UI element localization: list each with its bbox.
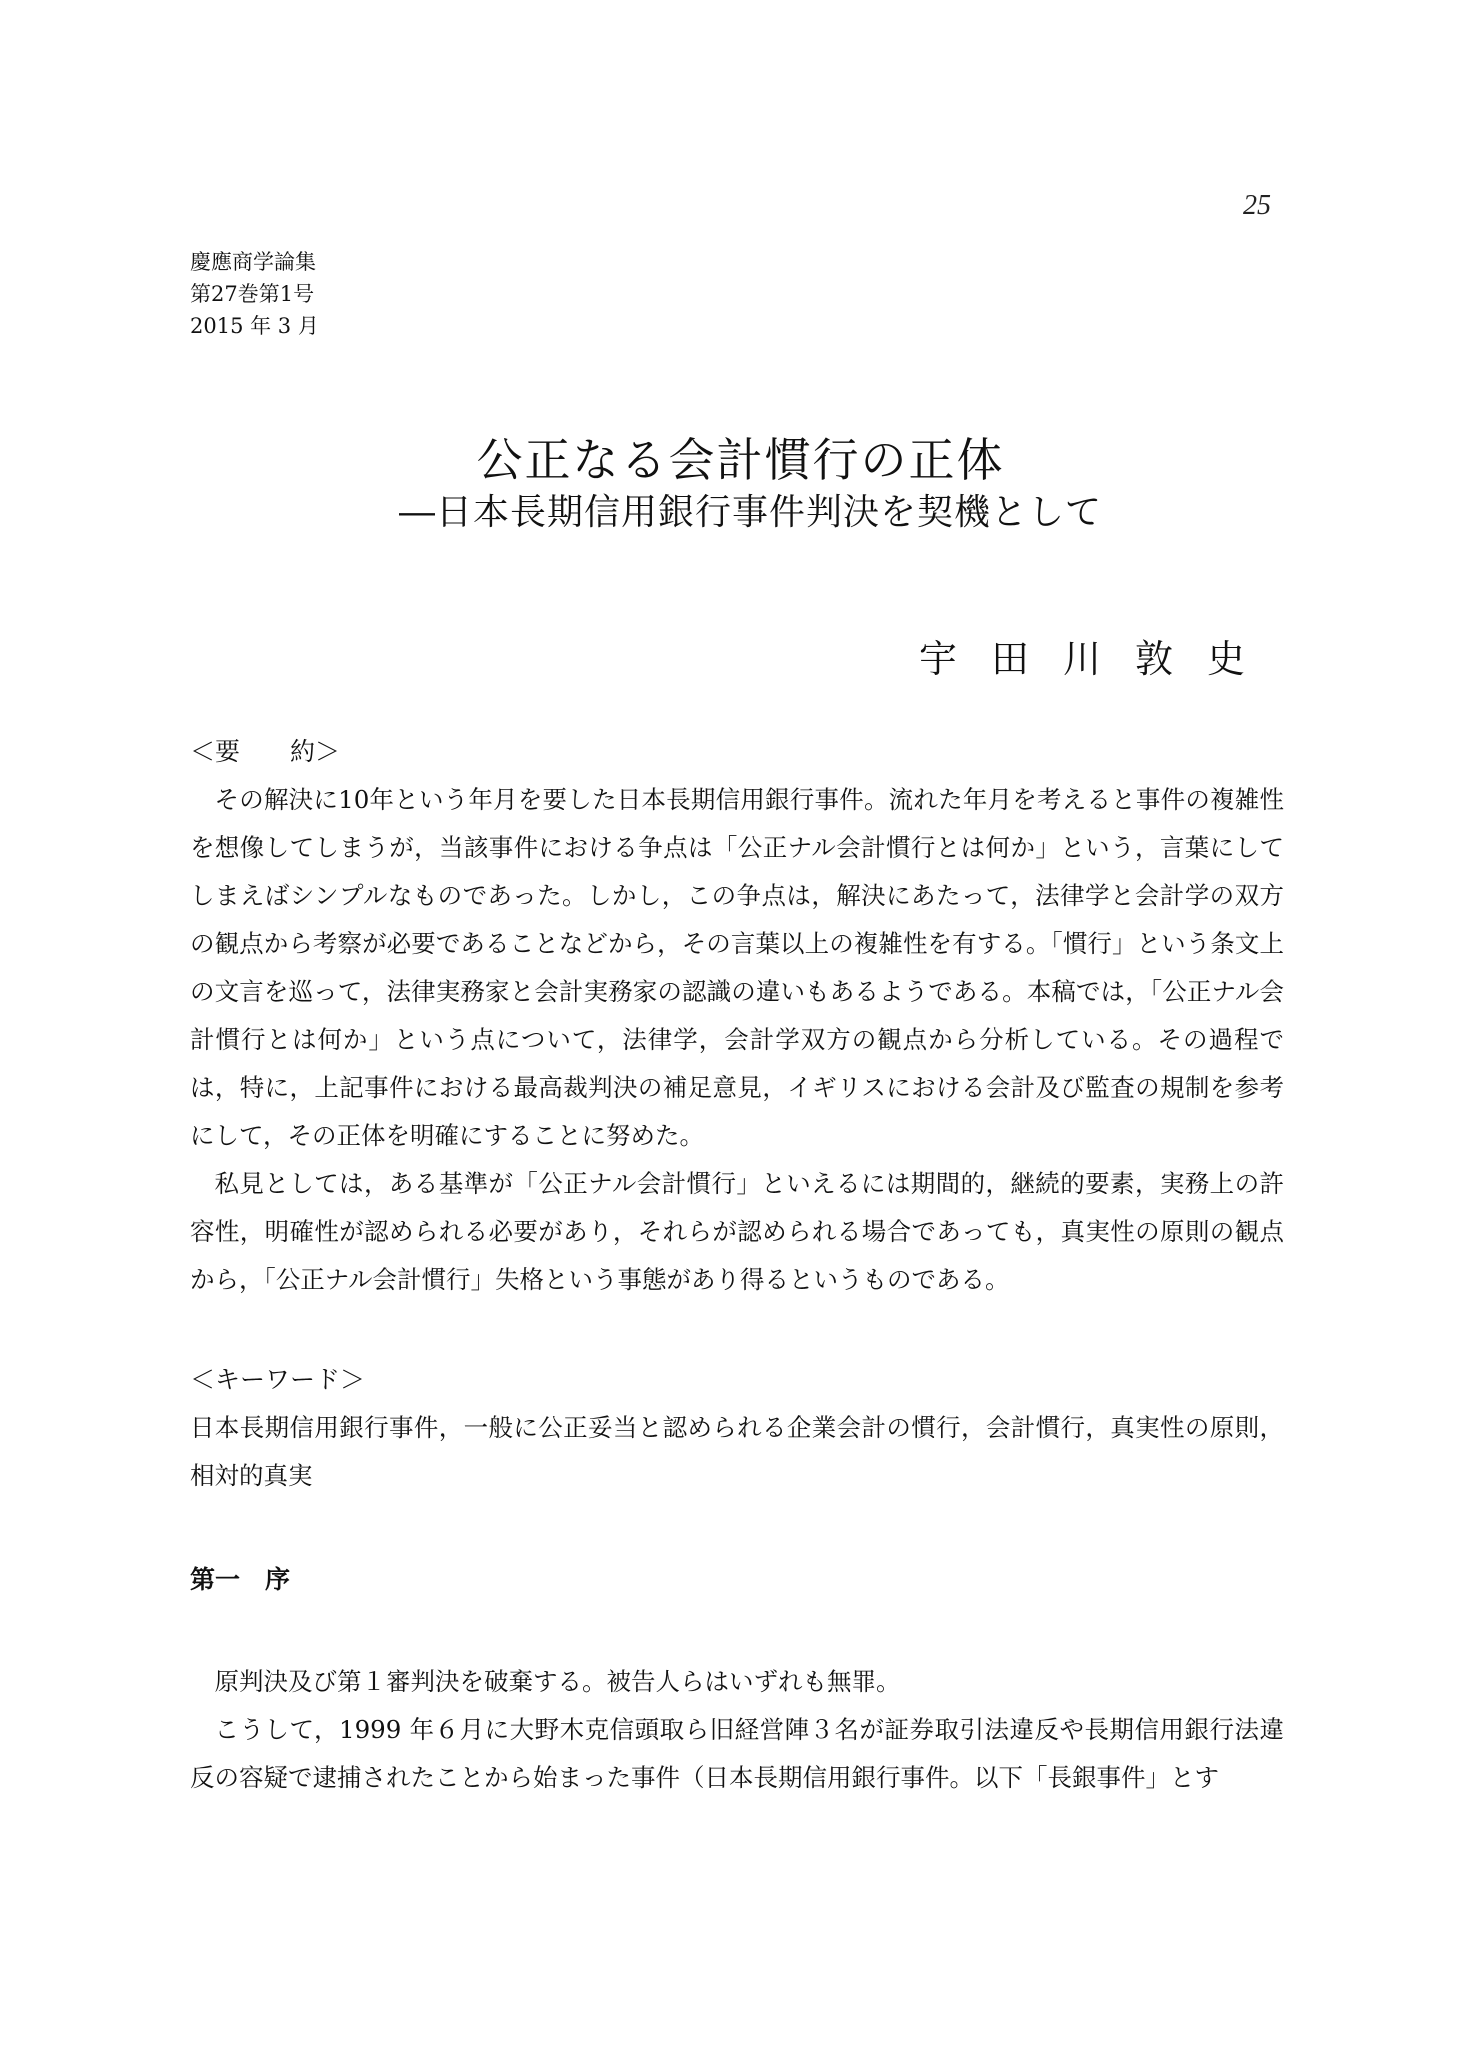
body-paragraph: こうして，1999 年６月に大野木克信頭取ら旧経営陣３名が証券取引法違反や長期信用銀行法違反の容疑で逮捕されたことから始まった事件（日本長期信用銀行事件。以下「長銀事件」とす: [190, 1715, 1284, 1792]
section-one: [190, 1556, 1284, 1802]
journal-date: 2015 年 3 月: [190, 314, 319, 338]
paper-title: 公正なる会計慣行の正体: [476, 433, 1005, 487]
author-name: 宇田川敦史: [918, 637, 1279, 681]
abstract-paragraph: 私見としては，ある基準が「公正ナル会計慣行」といえるには期間的，継続的要素，実務上の許容性，明確性が認められる必要があり，それらが認められる場合であっても，真実性の原則の観点から，「公正ナル会計慣行」失格という事態があり得るというものである。: [190, 1169, 1284, 1294]
journal-name: 慶應商学論集: [190, 250, 316, 274]
keywords-label: ＜キーワード＞: [190, 1365, 366, 1394]
paper-subtitle: ―日本長期信用銀行事件判決を契機として: [398, 492, 1102, 533]
journal-volume: 第27巻第1号: [190, 282, 315, 306]
journal-info: [190, 246, 319, 342]
keywords-section: [190, 1356, 1284, 1500]
keywords-text: 日本長期信用銀行事件，一般に公正妥当と認められる企業会計の慣行，会計慣行，真実性の原則，相対的真実: [190, 1413, 1284, 1490]
abstract-paragraph: その解決に10年という年月を要した日本長期信用銀行事件。流れた年月を考えると事件の複雑性を想像してしまうが，当該事件における争点は「公正ナル会計慣行とは何か」という，言葉にしてしまえばシンプルなものであった。しかし，この争点は，解決にあたって，法律学と会計学の双方の観点から考察が必要であることなどから，その言葉以上の複雑性を有する。「慣行」という条文上の文言を巡って，法律実務家と会計実務家の認識の違いもあるようである。本稿では，「公正ナル会計慣行とは何か」という点について，法律学，会計学双方の観点から分析している。その過程では，特に，上記事件における最高裁判決の補足意見，イギリスにおける会計及び監査の規制を参考にして，その正体を明確にすることに努めた。: [190, 785, 1284, 1150]
abstract-section: [190, 728, 1284, 1304]
abstract-label: ＜要 約＞: [190, 737, 341, 766]
body-paragraph: 原判決及び第１審判決を破棄する。被告人らはいずれも無罪。: [214, 1667, 901, 1696]
page-number: 25: [1243, 190, 1271, 221]
title-block: [0, 432, 1481, 538]
section-heading: 第一 序: [190, 1565, 291, 1594]
